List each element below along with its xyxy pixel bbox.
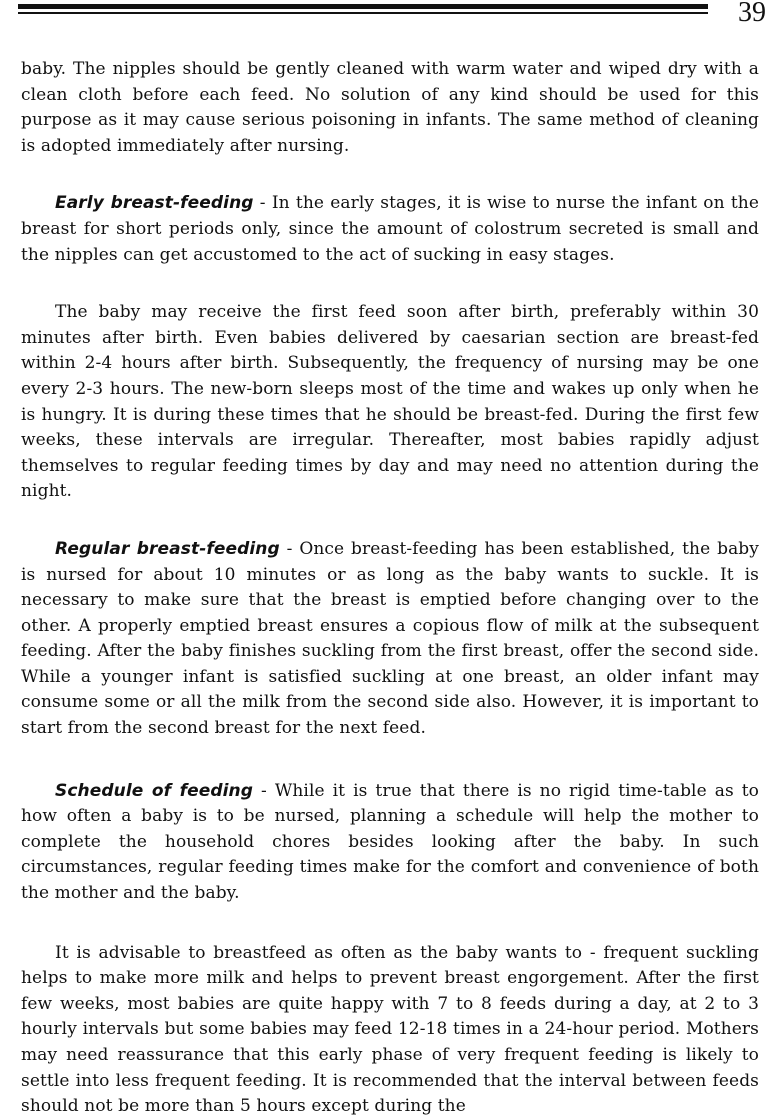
section-heading: Early breast-feeding xyxy=(55,193,254,214)
paragraph-advisable-breastfeed xyxy=(21,941,759,1120)
paragraph-first-feed xyxy=(21,300,759,505)
paragraph-early-breast-feeding xyxy=(21,191,759,268)
page-body xyxy=(21,57,759,1120)
paragraph-text: It is advisable to breastfeed as often as the baby wants to - frequent suckling helps to make more milk and helps to prevent breast engorgement. After the first few weeks, most babies are quite happy with 7 to 8 feeds during a day, at 2 to 3 hourly intervals but some babies may feed 12-18 times in a 24-hour period. Mothers may need reassurance that this early phase of very frequent feeding is likely to settle into less frequent feeding. It is recommended that the interval between feeds should not be more than 5 hours except during the xyxy=(21,942,759,1117)
page-number: 39 xyxy=(738,0,766,28)
paragraph-text: - In the early stages, it is wise to nurse the infant on the breast for short periods only, since the amount of colostrum secreted is small and the nipples can get accustomed to the act of sucking in easy stages. xyxy=(21,193,759,265)
paragraph-continuation xyxy=(21,57,759,159)
header-rule-thin xyxy=(18,12,708,14)
paragraph-text: - Once breast-feeding has been established, the baby is nursed for about 10 minutes or as long as the baby wants to suckle. It is necessary to make sure that the breast is emptied before changing over to the other. A properly emptied breast ensures a copious flow of milk at the subsequent feeding. After the baby finishes suckling from the first breast, offer the second side. While a younger infant is satisfied suckling at one breast, an older infant may consume some or all the milk from the second side also. However, it is important to start from the second breast for the next feed. xyxy=(21,538,759,739)
header-rule xyxy=(18,4,708,9)
section-heading: Regular breast-feeding xyxy=(55,538,280,559)
paragraph-text: - While it is true that there is no rigid time-table as to how often a baby is to be nursed, planning a schedule will help the mother to complete the household chores besides looking after the baby. In such circumstances, regular feeding times make for the comfort and convenience of both the mother and the baby. xyxy=(21,780,760,904)
section-heading: Schedule of feeding xyxy=(55,780,254,801)
paragraph-text: baby. The nipples should be gently cleaned with warm water and wiped dry with a clean cloth before each feed. No solution of any kind should be used for this purpose as it may cause serious poisoning in infants. The same method of cleaning is adopted immediately after nursing. xyxy=(21,59,759,156)
paragraph-schedule-of-feeding xyxy=(21,779,759,907)
paragraph-regular-breast-feeding xyxy=(21,537,759,742)
paragraph-text: The baby may receive the first feed soon after birth, preferably within 30 minutes after birth. Even babies delivered by caesarian section are breast-fed within 2-4 hours after birth. Subsequently, the frequency of nursing may be one every 2-3 hours. The new-born sleeps most of the time and wakes up only when he is hungry. It is during these times that he should be breast-fed. During the first few weeks, these intervals are irregular. Thereafter, most babies rapidly adjust themselves to regular feeding times by day and may need no attention during the night. xyxy=(21,302,759,502)
